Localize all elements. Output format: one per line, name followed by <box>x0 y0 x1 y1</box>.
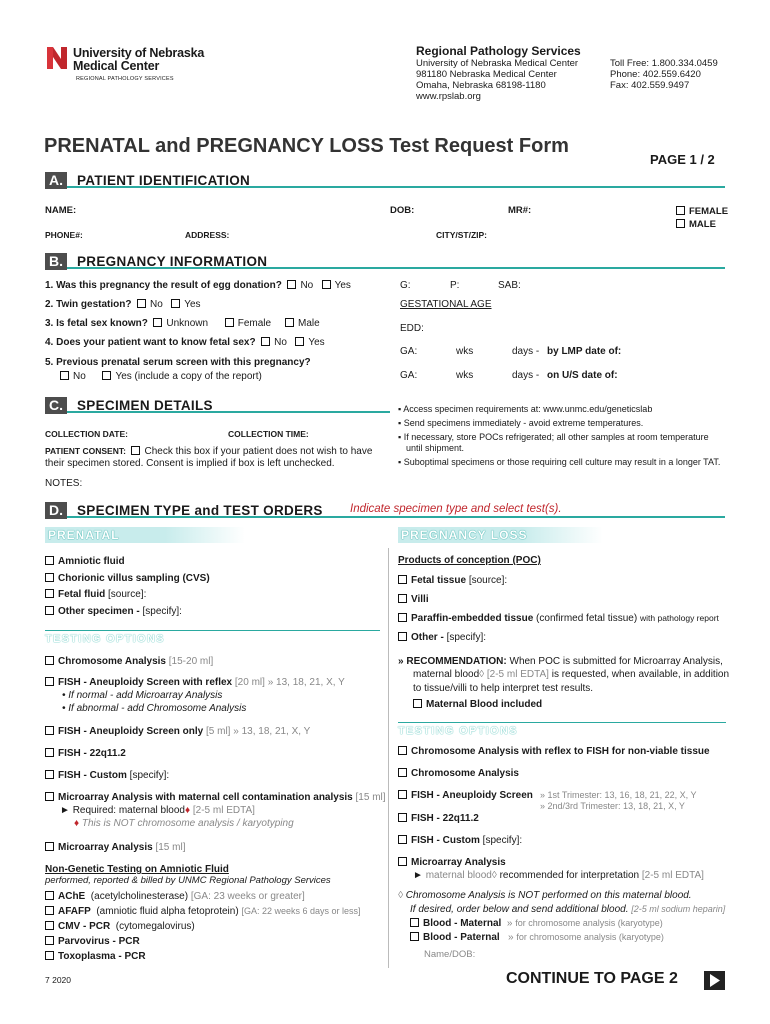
note: recommended for interpretation <box>499 870 640 881</box>
right-rule <box>398 722 726 723</box>
name-dob-label: Name/DOB: <box>424 949 476 960</box>
spec-bullet-4: ▪ Suboptimal specimens or those requiring cell culture may result in a longer TAT. <box>398 457 721 467</box>
label: Parvovirus - PCR <box>58 936 140 947</box>
recommendation-1: » RECOMMENDATION: When POC is submitted for Microarray Analysis, <box>398 656 723 667</box>
unmc-n-icon <box>45 45 69 71</box>
label: Other specimen - <box>58 606 140 617</box>
test-fish-22q-poc[interactable] <box>398 813 479 825</box>
org-name-1: University of Nebraska <box>73 46 205 60</box>
label: Microarray Analysis <box>411 857 506 868</box>
label: FISH - Aneuploidy Screen with reflex <box>58 677 233 688</box>
checkbox-icon[interactable] <box>45 891 54 900</box>
label: Chromosome Analysis <box>411 768 519 779</box>
label: Blood - Maternal <box>423 918 502 929</box>
section-c-label: SPECIMEN DETAILS <box>77 398 213 413</box>
note-text: This is NOT chromosome analysis / karyotyping <box>81 818 294 829</box>
checkbox-icon[interactable] <box>322 280 331 289</box>
label: FISH - Aneuploidy Screen only <box>58 726 204 737</box>
checkbox-icon[interactable] <box>45 921 54 930</box>
label: Maternal Blood included <box>426 699 543 710</box>
label: Microarray Analysis with maternal cell contamination analysis <box>58 792 353 803</box>
probes: 13, 18, 21, X, Y <box>276 677 345 688</box>
test-chromosome-poc[interactable] <box>398 768 519 780</box>
unknown-label: Unknown <box>166 318 209 329</box>
label: Paraffin-embedded tissue <box>411 613 534 624</box>
spec-other-poc[interactable] <box>398 632 486 644</box>
column-divider <box>388 548 389 968</box>
label: Blood - Paternal <box>423 932 500 943</box>
section-a-header <box>45 172 725 188</box>
probes: 13, 18, 21, X, Y <box>241 726 311 737</box>
consent-text-1: Check this box if your patient does not wish to have <box>144 446 373 457</box>
spec-bullet-1: ▪ Access specimen requirements at: www.unmc.edu/geneticslab <box>398 404 653 414</box>
checkbox-icon[interactable] <box>45 792 54 801</box>
section-a-label: PATIENT IDENTIFICATION <box>77 173 251 188</box>
city-label: CITY/ST/ZIP: <box>436 230 487 240</box>
label: FISH - Aneuploidy Screen <box>411 790 533 801</box>
checkbox-icon[interactable] <box>398 835 407 844</box>
specify-label: [specify]: <box>446 632 487 643</box>
unmc-logo <box>45 45 69 71</box>
p-label: P: <box>450 280 460 291</box>
desc: (confirmed fetal tissue) <box>536 613 638 624</box>
mcc-required: ► Required: maternal blood♦ [2-5 ml EDTA] <box>60 805 255 816</box>
label: Other - <box>411 632 444 643</box>
checkbox-icon[interactable] <box>45 573 54 582</box>
probes: 2nd/3rd Trimester: 13, 18, 21, X, Y <box>547 801 685 811</box>
days-label: days - <box>512 346 540 357</box>
checkbox-icon[interactable] <box>45 936 54 945</box>
test-fish-only[interactable]: FISH - Aneuploidy Screen only [5 ml] » 13, 18, 21, X, Y <box>45 726 310 738</box>
test-cmv[interactable] <box>45 921 195 933</box>
checkbox-icon[interactable] <box>225 318 234 327</box>
checkbox-icon[interactable] <box>102 371 111 380</box>
desc: (acetylcholinesterase) <box>90 891 189 902</box>
blood-paternal[interactable]: Blood - Paternal » for chromosome analysis (karyotype) <box>410 932 664 944</box>
wks-label: wks <box>456 370 474 381</box>
label: Toxoplasma - PCR <box>58 951 146 962</box>
us-label: on U/S date of: <box>547 370 618 381</box>
label: Microarray Analysis <box>58 842 153 853</box>
no-label: No <box>73 371 86 382</box>
volume: [20 ml] <box>234 677 265 688</box>
arrow-right-icon: ► <box>60 805 70 816</box>
checkbox-icon[interactable] <box>285 318 294 327</box>
spec-paraffin[interactable] <box>398 613 719 625</box>
label: Chromosome Analysis with reflex to FISH for non-viable tissue <box>411 746 710 757</box>
checkbox-icon[interactable] <box>398 594 407 603</box>
section-b-label: PREGNANCY INFORMATION <box>77 254 268 269</box>
checkbox-icon[interactable] <box>398 575 407 584</box>
no-label: No <box>274 337 287 348</box>
prenatal-band <box>45 527 245 543</box>
yes-label: Yes <box>308 337 325 348</box>
checkbox-icon[interactable] <box>295 337 304 346</box>
test-parvovirus[interactable] <box>45 936 140 948</box>
spec-bullet-3: ▪ If necessary, store POCs refrigerated; all other samples at room temperature <box>398 432 709 442</box>
label: FISH - 22q11.2 <box>411 813 479 824</box>
desc: (amniotic fluid alpha fetoprotein) <box>96 906 239 917</box>
name-label: NAME: <box>45 205 77 216</box>
play-arrow-icon <box>704 971 725 990</box>
volume: [15 ml] <box>355 792 386 803</box>
desc: (cytomegalovirus) <box>115 921 195 932</box>
label: AFAFP <box>58 906 91 917</box>
collection-date-label: COLLECTION DATE: <box>45 429 128 439</box>
testing-options-left: TESTING OPTIONS <box>45 633 165 645</box>
checkbox-icon[interactable] <box>287 280 296 289</box>
testing-options-right: TESTING OPTIONS <box>398 725 518 737</box>
phone-label: PHONE#: <box>45 230 83 240</box>
question-2 <box>45 299 201 311</box>
checkbox-icon[interactable] <box>45 726 54 735</box>
checkbox-icon[interactable] <box>60 371 69 380</box>
test-fish-aneuploidy-poc[interactable] <box>398 790 533 802</box>
source-label: [source]: <box>108 589 147 600</box>
volume: [15 ml] <box>155 842 186 853</box>
section-d-hint: Indicate specimen type and select test(s). <box>350 503 562 515</box>
maternal-blood-included[interactable] <box>413 699 542 711</box>
spec-amniotic[interactable] <box>45 556 125 568</box>
spec-bullet-3b: until shipment. <box>406 443 465 453</box>
checkbox-icon[interactable] <box>398 746 407 755</box>
checkbox-icon[interactable] <box>171 299 180 308</box>
checkbox-icon[interactable] <box>45 748 54 757</box>
section-c-header <box>45 397 390 413</box>
ga-range: [GA: 23 weeks or greater] <box>190 891 305 902</box>
test-chromosome[interactable] <box>45 656 213 668</box>
blood: maternal blood <box>425 870 492 881</box>
bullet-text: Access specimen requirements at: www.unmc.edu/geneticslab <box>403 404 653 414</box>
ga-range: [GA: 22 weeks 6 days or less] <box>241 906 361 916</box>
sab-label: SAB: <box>498 280 521 291</box>
no-label: No <box>300 280 314 291</box>
question-1 <box>45 280 351 292</box>
spec-fetal-tissue[interactable] <box>398 575 507 587</box>
test-fish-custom-poc[interactable] <box>398 835 522 847</box>
non-genetic-subtitle: performed, reported & billed by UNMC Regional Pathology Services <box>45 875 331 886</box>
lmp-label: by LMP date of: <box>547 346 622 357</box>
left-rule <box>45 630 380 631</box>
consent-line-2: their specimen stored. Consent is implied if box is left unchecked. <box>45 458 335 469</box>
mr-label: MR#: <box>508 205 532 216</box>
q3-text: 3. Is fetal sex known? <box>45 318 148 329</box>
org-sub: REGIONAL PATHOLOGY SERVICES <box>76 76 174 82</box>
volume: [2-5 ml sodium heparin] <box>631 904 726 914</box>
bullet-text: Send specimens immediately - avoid extreme temperatures. <box>403 418 644 428</box>
checkbox-icon[interactable] <box>398 768 407 777</box>
pregnancy-loss-label: PREGNANCY LOSS <box>401 528 528 542</box>
source-label: [source]: <box>468 575 508 586</box>
address-2: 981180 Nebraska Medical Center <box>416 69 557 80</box>
checkbox-icon[interactable] <box>261 337 270 346</box>
test-fish-22q[interactable] <box>45 748 126 760</box>
volume: [2-5 ml EDTA] <box>641 870 704 881</box>
volume: [5 ml] <box>206 726 231 737</box>
checkbox-icon[interactable] <box>45 606 54 615</box>
ga-lmp-row <box>400 346 622 358</box>
org-name-2: Medical Center <box>73 59 160 73</box>
female-label: Female <box>237 318 272 329</box>
test-fish-custom[interactable] <box>45 770 169 782</box>
note-text: Chromosome Analysis is NOT performed on this maternal blood. <box>405 890 692 901</box>
desc: for chromosome analysis (karyotype) <box>515 918 663 928</box>
address-1: University of Nebraska Medical Center <box>416 58 579 69</box>
consent-line-1 <box>45 446 372 458</box>
no-label: No <box>150 299 163 310</box>
checkbox-icon[interactable] <box>45 951 54 960</box>
label: Chromosome Analysis <box>58 656 166 667</box>
test-microarray-poc[interactable] <box>398 857 506 869</box>
volume: [2-5 ml EDTA] <box>192 805 255 816</box>
trimester-2: » 2nd/3rd Trimester: 13, 18, 21, X, Y <box>540 801 685 811</box>
spec-cvs[interactable] <box>45 573 210 585</box>
question-3 <box>45 318 320 330</box>
rec-blood: maternal blood <box>413 669 480 680</box>
specify-label: [specify]: <box>142 606 182 617</box>
checkbox-icon[interactable] <box>398 632 407 641</box>
spec-villi[interactable] <box>398 594 429 606</box>
checkbox-icon[interactable] <box>45 770 54 779</box>
checkbox-icon[interactable] <box>45 677 54 686</box>
section-d-letter: D. <box>45 502 67 519</box>
checkbox-icon[interactable] <box>413 699 422 708</box>
consent-checkbox[interactable] <box>131 446 140 455</box>
page-number: PAGE 1 / 2 <box>650 152 715 167</box>
maternal-note-1: ◊ Chromosome Analysis is NOT performed on this maternal blood. <box>398 890 692 901</box>
reflex-note-2: • If abnormal - add Chromosome Analysis <box>62 703 247 714</box>
spec-other[interactable] <box>45 606 182 618</box>
checkbox-icon[interactable] <box>676 206 685 215</box>
rec-text: When POC is submitted for Microarray Analysis, <box>509 656 723 667</box>
label: CMV - PCR <box>58 921 111 932</box>
ga-label: GA: <box>400 346 418 357</box>
female-checkbox[interactable] <box>676 206 728 218</box>
test-ache[interactable] <box>45 891 305 903</box>
section-b-letter: B. <box>45 253 67 270</box>
checkbox-icon[interactable] <box>398 857 407 866</box>
probes: 1st Trimester: 13, 16, 18, 21, 22, X, Y <box>547 790 697 800</box>
recommendation-3: to tissue/villi to help interpret test results. <box>413 683 594 694</box>
ga-us-row <box>400 370 618 382</box>
maternal-note-2 <box>410 904 725 916</box>
bullet-text: Suboptimal specimens or those requiring cell culture may result in a longer TAT. <box>403 457 721 467</box>
required-label: Required: maternal blood <box>72 805 185 816</box>
label: Villi <box>411 594 429 605</box>
form-date: 7 2020 <box>45 975 71 985</box>
checkbox-icon[interactable] <box>398 813 407 822</box>
wks-label: wks <box>456 346 474 357</box>
phone: Phone: 402.559.6420 <box>610 69 701 80</box>
question-5: 5. Previous prenatal serum screen with this pregnancy? <box>45 357 311 368</box>
spec-bullet-2: ▪ Send specimens immediately - avoid extreme temperatures. <box>398 418 644 428</box>
checkbox-icon[interactable] <box>398 790 407 799</box>
checkbox-icon[interactable] <box>45 842 54 851</box>
diamond-icon: ♦ <box>74 818 80 829</box>
female-label: FEMALE <box>689 206 729 217</box>
section-d-label: SPECIMEN TYPE and TEST ORDERS <box>77 503 323 518</box>
section-a-letter: A. <box>45 172 67 189</box>
checkbox-icon[interactable] <box>45 556 54 565</box>
notes-label: NOTES: <box>45 478 83 489</box>
gestational-age-label: GESTATIONAL AGE <box>400 299 492 310</box>
consent-label: PATIENT CONSENT: <box>45 446 126 456</box>
pregnancy-loss-band <box>398 527 603 543</box>
volume: [2-5 ml EDTA] <box>486 669 549 680</box>
ga-label: GA: <box>400 370 418 381</box>
address-label: ADDRESS: <box>185 230 230 240</box>
service-title: Regional Pathology Services <box>416 44 581 58</box>
q4-text: 4. Does your patient want to know fetal sex? <box>45 337 256 348</box>
checkbox-icon[interactable] <box>410 932 419 941</box>
desc: for chromosome analysis (karyotype) <box>516 932 664 942</box>
label: Fetal tissue <box>411 575 467 586</box>
checkbox-icon[interactable] <box>137 299 146 308</box>
rec-text: is requested, when available, in addition <box>551 669 730 680</box>
q1-text: 1. Was this pregnancy the result of egg donation? <box>45 280 282 291</box>
blood-maternal[interactable]: Blood - Maternal » for chromosome analysis (karyotype) <box>410 918 663 930</box>
address-3: Omaha, Nebraska 68198-1180 <box>416 80 546 91</box>
microarray-note: ► maternal blood◊ recommended for interpretation [2-5 ml EDTA] <box>413 870 704 881</box>
label: Amniotic fluid <box>58 556 125 567</box>
volume: [15-20 ml] <box>168 656 214 667</box>
prenatal-label: PRENATAL <box>48 528 120 542</box>
checkbox-icon[interactable] <box>45 906 54 915</box>
test-fish-reflex[interactable]: FISH - Aneuploidy Screen with reflex [20 ml] » 13, 18, 21, X, Y <box>45 677 345 689</box>
test-microarray-mcc[interactable] <box>45 792 386 804</box>
toll-free: Toll Free: 1.800.334.0459 <box>610 58 718 69</box>
test-microarray[interactable] <box>45 842 185 854</box>
checkbox-icon[interactable] <box>398 613 407 622</box>
test-afafp[interactable] <box>45 906 361 918</box>
fax: Fax: 402.559.9497 <box>610 80 690 91</box>
checkbox-icon[interactable] <box>153 318 162 327</box>
male-label: Male <box>298 318 320 329</box>
g-label: G: <box>400 280 411 291</box>
section-c-letter: C. <box>45 397 67 414</box>
mcc-note <box>74 818 294 830</box>
bullet-text: If necessary, store POCs refrigerated; all other samples at room temperature <box>403 432 709 442</box>
yes-label: Yes <box>334 280 351 291</box>
male-label: MALE <box>689 219 716 230</box>
section-b-header <box>45 253 725 269</box>
reflex-note-1: • If normal - add Microarray Analysis <box>62 690 223 701</box>
checkbox-icon[interactable] <box>410 918 419 927</box>
test-chromosome-reflex[interactable] <box>398 746 710 758</box>
question-5-options <box>60 371 262 383</box>
edd-label: EDD: <box>400 323 424 334</box>
dob-label: DOB: <box>390 205 415 216</box>
checkbox-icon[interactable] <box>45 589 54 598</box>
label: Fetal fluid <box>58 589 106 600</box>
recommendation-2: maternal blood◊ [2-5 ml EDTA] is requested, when available, in addition <box>413 669 730 680</box>
checkbox-icon[interactable] <box>45 656 54 665</box>
note: with pathology report <box>639 613 719 623</box>
days-label: days - <box>512 370 540 381</box>
poc-title: Products of conception (POC) <box>398 555 541 566</box>
yes-copy-label: Yes (include a copy of the report) <box>115 371 262 382</box>
yes-label: Yes <box>184 299 201 310</box>
specify-label: [specify]: <box>482 835 523 846</box>
label: AChE <box>58 891 86 902</box>
rec-label: RECOMMENDATION: <box>406 656 507 667</box>
checkbox-icon[interactable] <box>676 219 685 228</box>
label: FISH - Custom <box>411 835 480 846</box>
website: www.rpslab.org <box>416 91 481 102</box>
label: FISH - Custom <box>58 770 127 781</box>
note-text: If desired, order below and send additional blood. <box>410 904 629 915</box>
form-title: PRENATAL and PREGNANCY LOSS Test Request Form <box>44 135 569 157</box>
spec-fetal-fluid[interactable] <box>45 589 146 601</box>
q2-text: 2. Twin gestation? <box>45 299 132 310</box>
specify-label: [specify]: <box>129 770 170 781</box>
question-4 <box>45 337 325 349</box>
trimester-1: » 1st Trimester: 13, 16, 18, 21, 22, X, Y <box>540 790 697 800</box>
arrow-right-icon: ► <box>413 870 423 881</box>
test-toxoplasma[interactable] <box>45 951 146 963</box>
label: Chorionic villus sampling (CVS) <box>58 573 210 584</box>
continue-label: CONTINUE TO PAGE 2 <box>506 970 678 987</box>
label: FISH - 22q11.2 <box>58 748 126 759</box>
male-checkbox[interactable] <box>676 219 716 231</box>
collection-time-label: COLLECTION TIME: <box>228 429 309 439</box>
non-genetic-title: Non-Genetic Testing on Amniotic Fluid <box>45 864 229 875</box>
